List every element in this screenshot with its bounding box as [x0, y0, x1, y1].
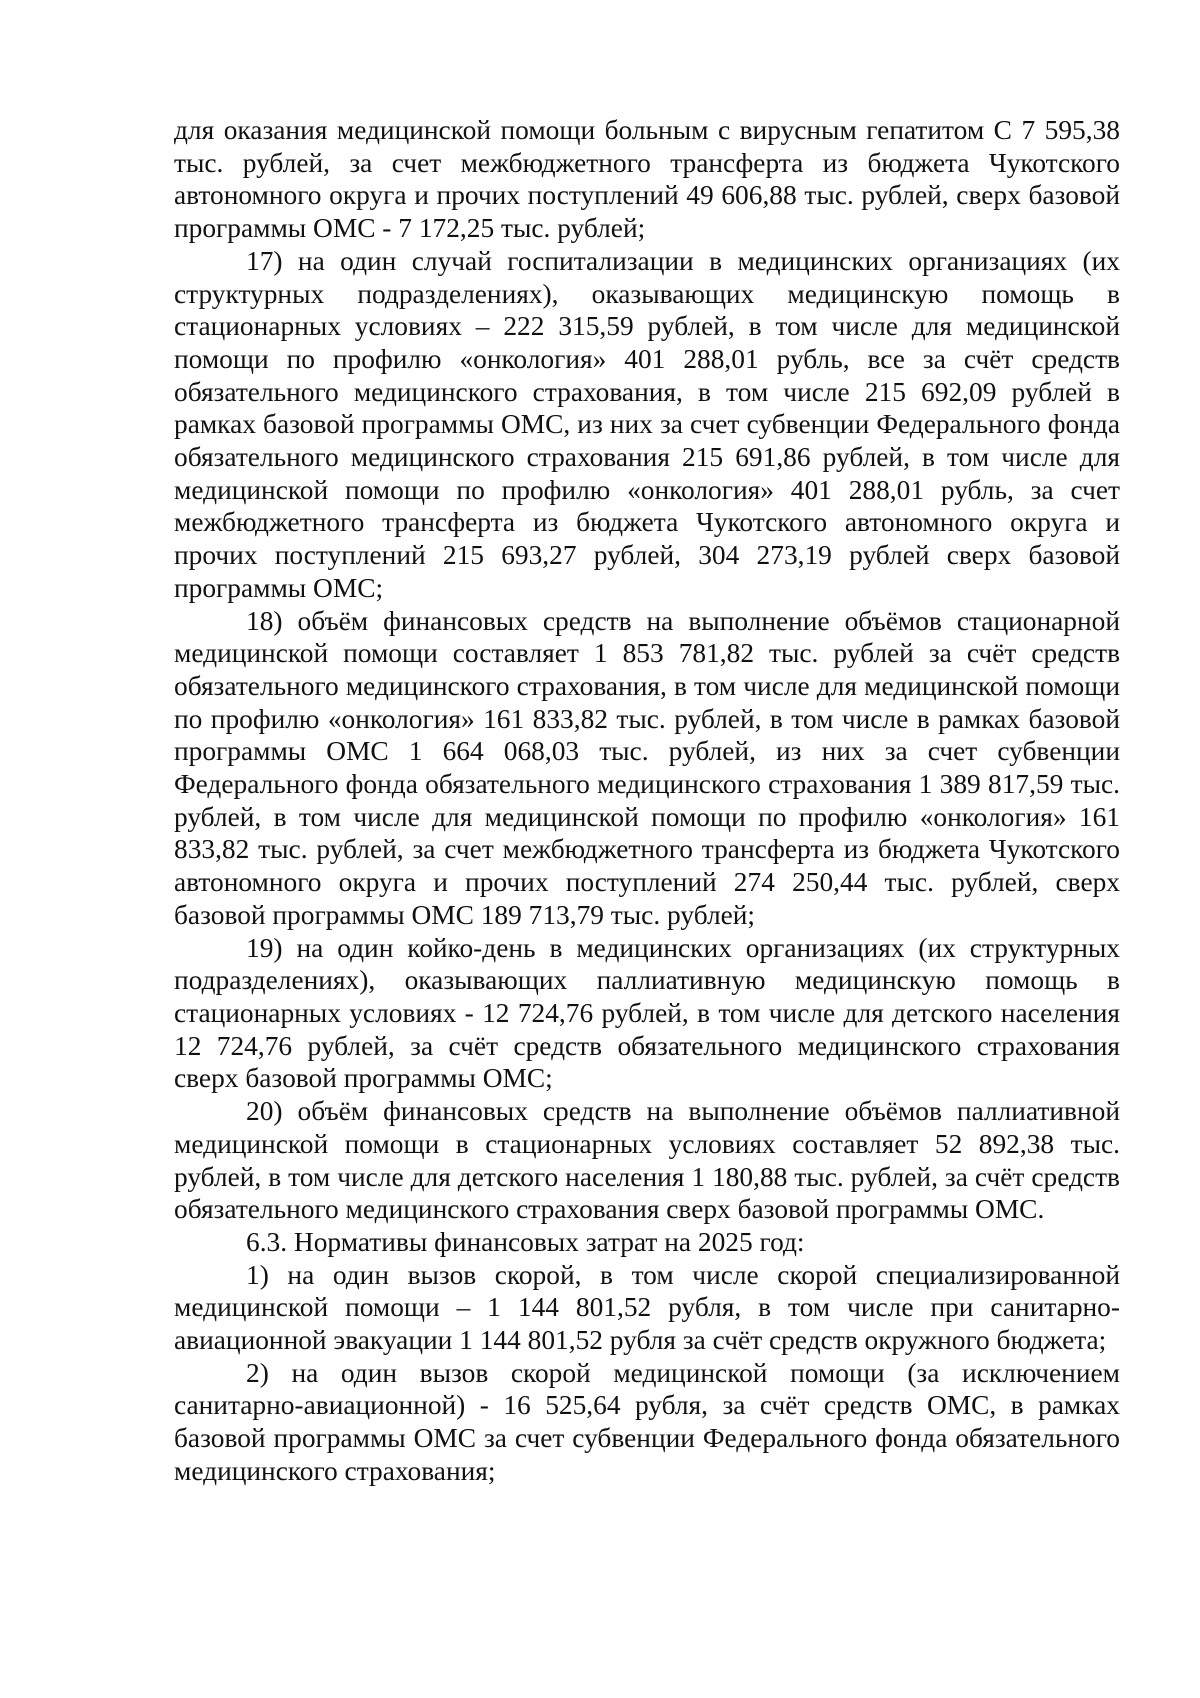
- paragraph-item-19-palliative-bed-day: 19) на один койко-день в медицинских организациях (их структурных подразделениях), оказывающих паллиативную медицинскую помощь в стационарных условиях - 12 724,76 рублей, в том числе для детского населения 12 724,76 рублей, за счёт средств обязательного медицинского страхования сверх базовой программы ОМС;: [174, 932, 1120, 1094]
- paragraph-norm-1-ambulance-aviation: 1) на один вызов скорой, в том числе скорой специализированной медицинской помощи – 1 144 801,52 рубля, в том числе при санитарно-авиационной эвакуации 1 144 801,52 рубля за счёт средств окружного бюджета;: [174, 1259, 1120, 1356]
- section-heading-6-3: 6.3. Нормативы финансовых затрат на 2025 год:: [246, 1226, 805, 1257]
- paragraph-norm-2-ambulance-call: 2) на один вызов скорой медицинской помощи (за исключением санитарно-авиационной) - 16 525,64 рубля, за счёт средств ОМС, в рамках базовой программы ОМС за счет субвенции Федерального фонда обязательного медицинского страхования;: [174, 1357, 1120, 1486]
- paragraph-item-20-palliative-funding: 20) объём финансовых средств на выполнение объёмов паллиативной медицинской помощи в стационарных условиях составляет 52 892,38 тыс. рублей, в том числе для детского населения 1 180,88 тыс. рублей, за счёт средств обязательного медицинского страхования сверх базовой программы ОМС.: [174, 1096, 1120, 1225]
- paragraph-continuation-hepatitis-c: для оказания медицинской помощи больным с вирусным гепатитом С 7 595,38 тыс. рублей, за счет межбюджетного трансферта из бюджета Чукотского автономного округа и прочих поступлений 49 606,88 тыс. рублей, сверх базовой программы ОМС - 7 172,25 тыс. рублей;: [174, 115, 1120, 244]
- document-body: [174, 114, 1120, 1488]
- paragraph-item-17-hospitalization-cost: 17) на один случай госпитализации в медицинских организациях (их структурных подразделениях), оказывающих медицинскую помощь в стационарных условиях – 222 315,59 рублей, в том числе для медицинской помощи по профилю «онкология» 401 288,01 рубль, все за счёт средств обязательного медицинского страхования, в том числе 215 692,09 рублей в рамках базовой программы ОМС, из них за счет субвенции Федерального фонда обязательного медицинского страхования 215 691,86 рублей, в том числе для медицинской помощи по профилю «онкология» 401 288,01 рубль, за счет межбюджетного трансферта из бюджета Чукотского автономного округа и прочих поступлений 215 693,27 рублей, 304 273,19 рублей сверх базовой программы ОМС;: [174, 245, 1120, 603]
- paragraph-item-18-inpatient-funding: 18) объём финансовых средств на выполнение объёмов стационарной медицинской помощи составляет 1 853 781,82 тыс. рублей за счёт средств обязательного медицинского страхования, в том числе для медицинской помощи по профилю «онкология» 161 833,82 тыс. рублей, в том числе в рамках базовой программы ОМС 1 664 068,03 тыс. рублей, из них за счет субвенции Федерального фонда обязательного медицинского страхования 1 389 817,59 тыс. рублей, в том числе для медицинской помощи по профилю «онкология» 161 833,82 тыс. рублей, за счет межбюджетного трансферта из бюджета Чукотского автономного округа и прочих поступлений 274 250,44 тыс. рублей, сверх базовой программы ОМС 189 713,79 тыс. рублей;: [174, 605, 1120, 930]
